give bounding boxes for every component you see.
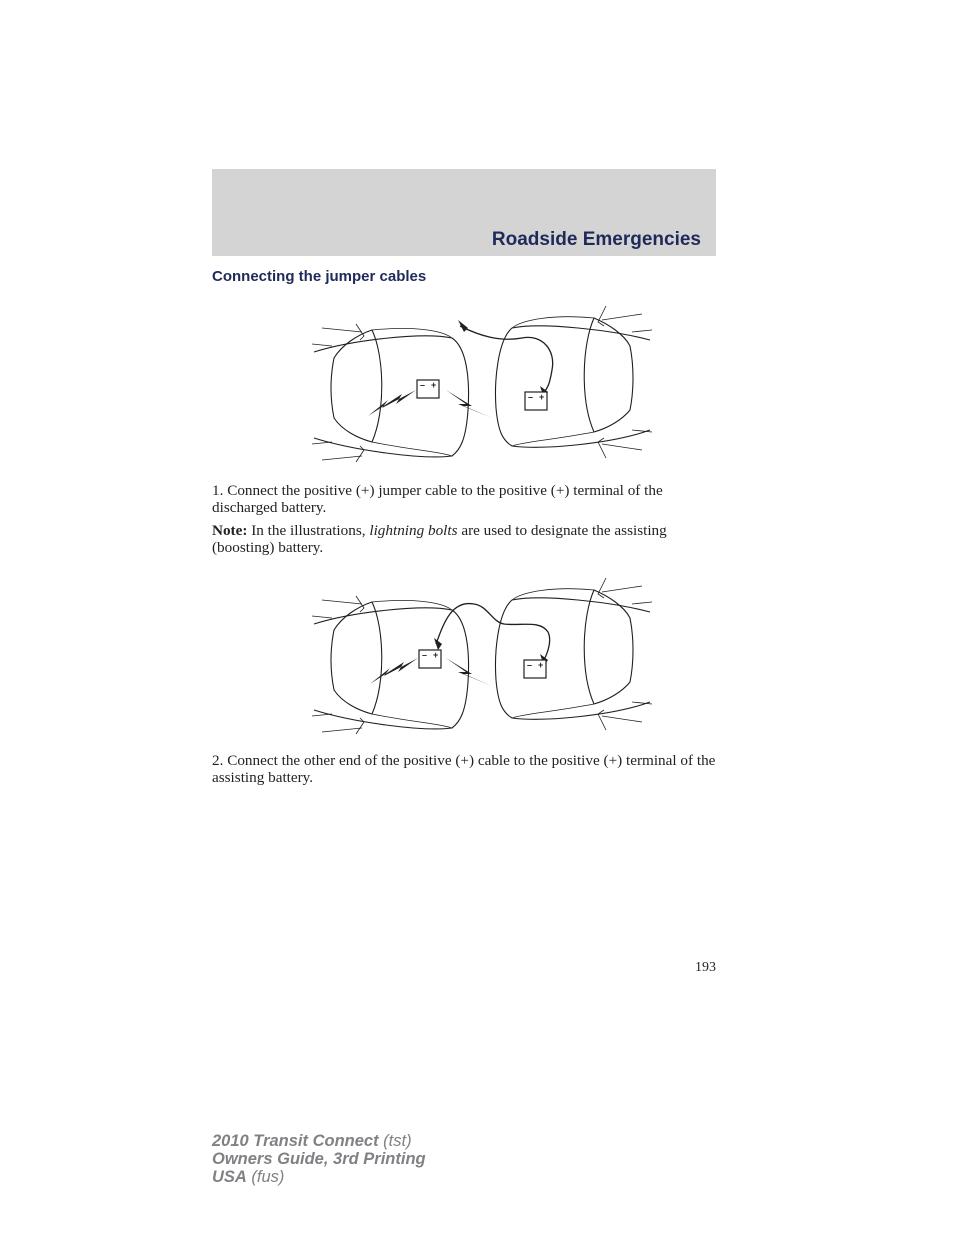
right-car-discharged <box>496 578 652 730</box>
left-car-assisting <box>312 324 469 462</box>
jumper-diagram-step-1 <box>312 300 652 468</box>
footer-line-1 <box>212 1132 426 1150</box>
battery-discharged <box>525 392 547 410</box>
footer-model: 2010 Transit Connect <box>212 1132 379 1150</box>
note-label: Note: <box>212 522 248 539</box>
battery-minus-label: – <box>527 660 533 670</box>
step-1-text: 1. Connect the positive (+) jumper cable to the positive (+) terminal of the discharged battery. <box>212 482 663 516</box>
left-car-assisting <box>312 596 469 734</box>
battery-assisting <box>419 650 441 668</box>
battery-plus-label: + <box>431 380 437 390</box>
battery-plus-label: + <box>539 392 545 402</box>
footer-line-2: Owners Guide, 3rd Printing <box>212 1150 426 1168</box>
jumper-diagram-step-2-svg <box>312 572 652 740</box>
lightning-bolt-icon <box>370 658 418 684</box>
section-heading: Connecting the jumper cables <box>212 268 427 285</box>
footer-market-code: (fus) <box>246 1168 285 1186</box>
note-text-after: are used to designate the assisting (boosting) battery. <box>212 522 667 556</box>
battery-minus-label: – <box>422 650 428 660</box>
footer-line-3 <box>212 1168 426 1186</box>
note-text-before: In the illustrations, <box>247 522 370 539</box>
note-emphasis: lightning bolts <box>369 522 458 539</box>
jumper-diagram-step-2 <box>312 572 652 740</box>
page-section-title: Roadside Emergencies <box>491 229 701 250</box>
battery-assisting <box>417 380 439 398</box>
footer-market: USA <box>212 1168 247 1186</box>
step-2-text: 2. Connect the other end of the positive (+) cable to the positive (+) terminal of the assisting battery. <box>212 752 716 786</box>
battery-plus-label: + <box>538 660 544 670</box>
page-number: 193 <box>695 960 716 975</box>
footer-model-code: (tst) <box>378 1132 412 1150</box>
footer <box>212 1132 426 1186</box>
jumper-diagram-step-1-svg <box>312 300 652 468</box>
battery-plus-label: + <box>433 650 439 660</box>
cable-clamp-loose <box>458 320 468 332</box>
battery-minus-label: – <box>420 380 426 390</box>
battery-minus-label: – <box>528 392 534 402</box>
right-car-discharged <box>496 306 652 458</box>
header-band <box>212 169 716 256</box>
note-paragraph <box>212 523 716 556</box>
battery-discharged <box>524 660 546 678</box>
positive-cable <box>436 604 550 660</box>
lightning-bolt-icon <box>368 390 416 416</box>
